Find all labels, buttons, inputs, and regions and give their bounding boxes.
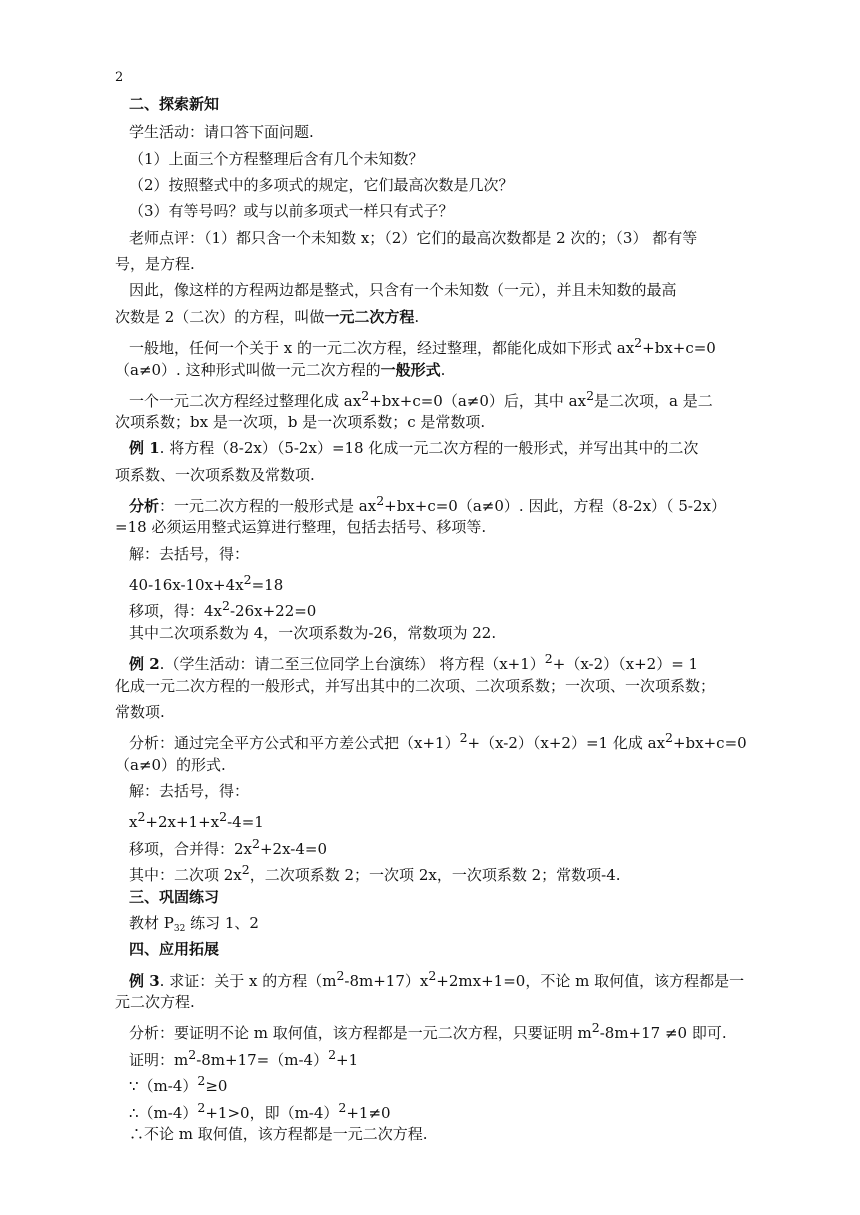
definition-line2: 次数是 2（二次）的方程，叫做一元二次方程. [115,308,420,326]
question-3: （3）有等号吗？或与以前多项式一样只有式子？ [129,202,454,220]
proof-conclusion: ∴不论 m 取何值，该方程都是一元二次方程. [129,1125,428,1143]
general-form-line1: 一般地，任何一个关于 x 的一元二次方程，经过整理，都能化成如下形式 $ax^2+bx+c=0$ [129,335,716,357]
example1-line1: 例 1. 将方程（8-2x）（5-2x）=18 化成一元二次方程的一般形式，并写出其中的二次 [129,439,699,457]
example2-line3: 常数项. [115,703,165,721]
terms-line1: 一个一元二次方程经过整理化成 $ax^2+bx+c=0(a\ne 0)$后，其中 $ax^2$是二次项，a 是二 [129,388,713,410]
example3-line2: 元二次方程. [115,993,195,1011]
activity-line: 学生活动：请口答下面问题. [129,123,314,141]
section-heading-explore: 二、探索新知 [129,95,220,113]
section-heading-practice: 三、巩固练习 [129,888,220,906]
practice-reference: 教材 $P_{32}$ 练习 1、2 [129,914,259,934]
teacher-comment-line2: 号，是方程. [115,255,195,273]
definition-line1: 因此，像这样的方程两边都是整式，只含有一个未知数（一元），并且未知数的最高 [129,281,677,299]
terms-line2: 次项系数；bx 是一次项，b 是一次项系数；c 是常数项. [115,413,486,431]
example1-solution-line3: 移项，得：$4x^2-26x+22=0$ [129,598,317,620]
general-form-line2: （a≠0）. 这种形式叫做一元二次方程的一般形式. [115,361,446,379]
example3-analysis: 分析：要证明不论 m 取何值，该方程都是一元二次方程，只要证明 $m^2-8m+17 \ne 0$ 即可. [129,1020,727,1042]
example2-line2: 化成一元二次方程的一般形式，并写出其中的二次项、二次项系数；一次项、一次项系数； [115,677,716,695]
example1-line2: 项系数、一次项系数及常数项. [115,466,315,484]
example2-analysis-line2: （a≠0）的形式. [115,756,226,774]
example2-analysis-line1: 分析：通过完全平方公式和平方差公式把$(x+1)^2+(x-2)(x+2)=1$ 化成 $ax^2+bx+c=0$ [129,730,747,752]
question-2: （2）按照整式中的多项式的规定，它们最高次数是几次？ [129,176,514,194]
example1-solution-line4: 其中二次项系数为 4，一次项系数为-26，常数项为 22. [129,624,497,642]
example2-solution-line4: 其中：二次项 $2x^2$，二次项系数 2；一次项 2x，一次项系数 2；常数项-4. [129,862,621,884]
example2-solution-line3: 移项，合并得：$2x^2+2x-4=0$ [129,836,327,858]
example2-solution-line1: 解：去括号，得： [129,782,250,800]
question-1: （1）上面三个方程整理后含有几个未知数？ [129,150,424,168]
term-general-form: 一般形式 [380,361,441,379]
proof-line1: 证明：$m^2-8m+17=(m-4)^2+1$ [129,1047,359,1069]
proof-line3: $\therefore(m-4)^2+1>0$，即$(m-4)^2+1\ne 0$ [129,1100,391,1122]
example1-analysis-line1: 分析：一元二次方程的一般形式是 $ax^2+bx+c=0(a\ne 0)$. 因此，方程（8-2x）（ 5-2x） [129,493,726,515]
example2-solution-line2: $x^2+2x+1+x^2-4=1$ [129,809,264,831]
section-heading-extension: 四、应用拓展 [129,940,220,958]
term-quadratic-equation: 一元二次方程 [324,308,415,326]
example2-line1: 例 2.（学生活动：请二至三位同学上台演练） 将方程$(x+1)^2+(x-2)(x+2)= 1$ [129,651,699,673]
proof-line2: $\because(m-4)^2\ge 0$ [129,1073,228,1095]
teacher-comment-line1: 老师点评：（1）都只含一个未知数 x；（2）它们的最高次数都是 2 次的；（3） 都有等 [129,229,698,247]
example1-solution-line1: 解：去括号，得： [129,545,250,563]
example1-analysis-line2: =18 必须运用整式运算进行整理，包括去括号、移项等. [115,518,487,536]
example3-line1: 例 3. 求证：关于 x 的方程$(m^2-8m+17)x^2+2mx+1=0$，不论 m 取何值，该方程都是一 [129,968,745,990]
page-number: 2 [115,70,124,85]
example1-solution-line2: $40-16x-10x+4x^2=18$ [129,572,284,594]
